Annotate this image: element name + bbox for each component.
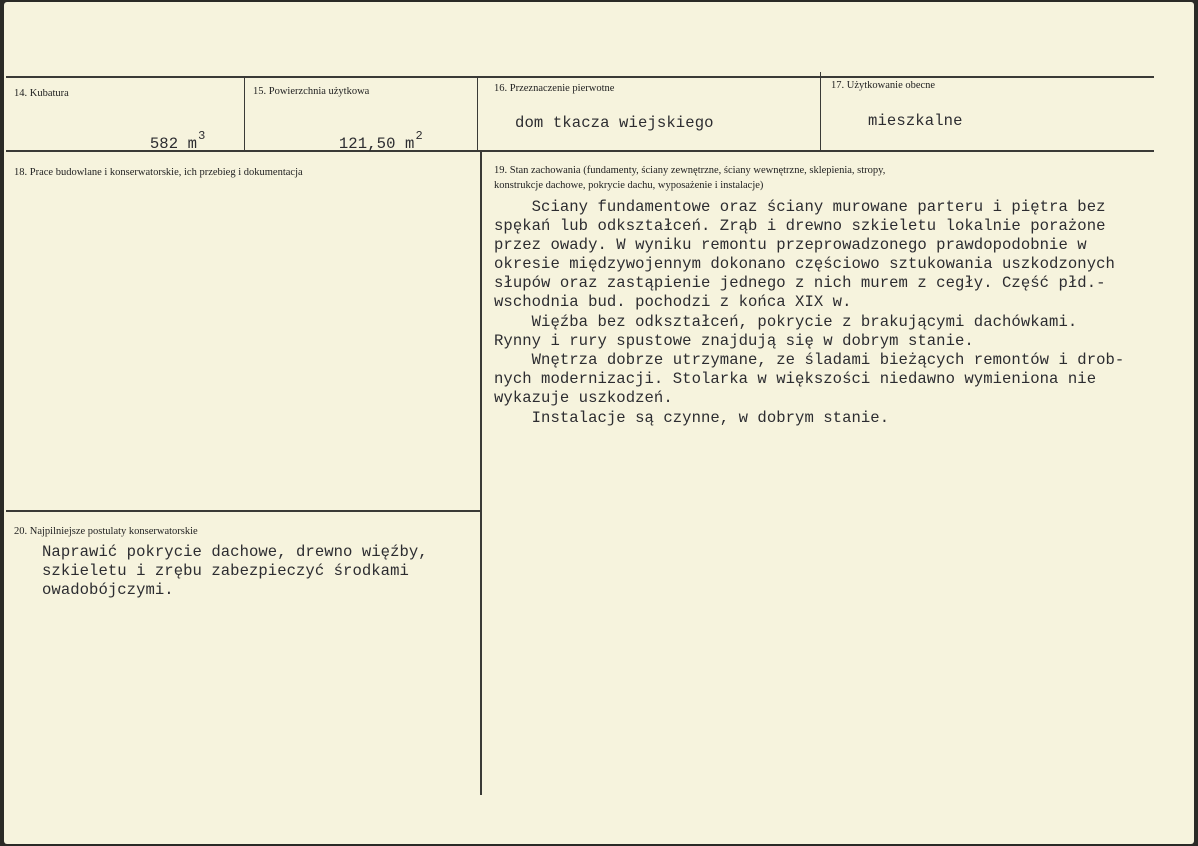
field-14-value-superscript: 3 [198,129,206,143]
divider-16-17 [820,72,821,152]
field-15-value [301,117,423,171]
field-14-value [112,117,205,171]
field-19-line: Rynny i rury spustowe znajdują się w dobrym stanie. [494,332,974,350]
field-14-value-text: 582 m [149,135,198,153]
field-19-line: słupów oraz zastąpienie jednego z nich murem z cegły. Część płd.- [494,274,1106,292]
field-20-line: owadobójczymi. [42,581,174,599]
field-16-label: 16. Przeznaczenie pierwotne [494,83,615,94]
divider-18-20 [6,510,480,512]
field-19-line: spękań lub odkształceń. Zrąb i drewno szkieletu lokalnie porażone [494,217,1106,235]
divider-15-16 [477,76,478,152]
field-20-text [42,543,472,613]
field-20-label: 20. Najpilniejsze postulaty konserwatorskie [14,526,198,537]
record-card [4,2,1194,844]
field-16-value: dom tkacza wiejskiego [515,114,714,132]
field-19-line: okresie międzywojennym dokonano częściowo sztukowania uszkodzonych [494,255,1115,273]
field-19-label-line-1: 19. Stan zachowania (fundamenty, ściany zewnętrzne, ściany wewnętrzne, sklepienia, stropy, [494,165,886,176]
divider-14-15 [244,76,245,152]
field-19-line: Sciany fundamentowe oraz ściany murowane parteru i piętra bez [494,198,1106,216]
field-15-value-superscript: 2 [415,129,423,143]
field-15-value-text: 121,50 m [338,135,415,153]
top-row-top-rule [6,76,1154,78]
field-15-label: 15. Powierzchnia użytkowa [253,86,370,97]
field-19-line: Więźba bez odkształceń, pokrycie z brakującymi dachówkami. [494,313,1078,331]
field-19-line: przez owady. W wyniku remontu przeprowadzonego prawdopodobnie w [494,236,1087,254]
field-17-label: 17. Użytkowanie obecne [831,80,936,91]
field-18-label: 18. Prace budowlane i konserwatorskie, ich przebieg i dokumentacja [14,167,303,178]
main-column-divider [480,152,482,795]
field-14-label: 14. Kubatura [14,88,69,99]
field-20-line: szkieletu i zrębu zabezpieczyć środkami [42,562,409,580]
field-19-line: Instalacje są czynne, w dobrym stanie. [494,409,890,427]
field-19-text [494,198,1174,438]
field-20-line: Naprawić pokrycie dachowe, drewno więźby, [42,543,428,561]
field-19-line: wykazuje uszkodzeń. [494,389,673,407]
field-19-line: nych modernizacji. Stolarka w większości niedawno wymieniona nie [494,370,1097,388]
field-19-label-line-2: konstrukcje dachowe, pokrycie dachu, wyposażenie i instalacje) [494,180,764,191]
field-19-line: Wnętrza dobrze utrzymane, ze śladami bieżących remontów i drob- [494,351,1125,369]
field-17-value: mieszkalne [868,112,963,130]
field-19-line: wschodnia bud. pochodzi z końca XIX w. [494,293,852,311]
